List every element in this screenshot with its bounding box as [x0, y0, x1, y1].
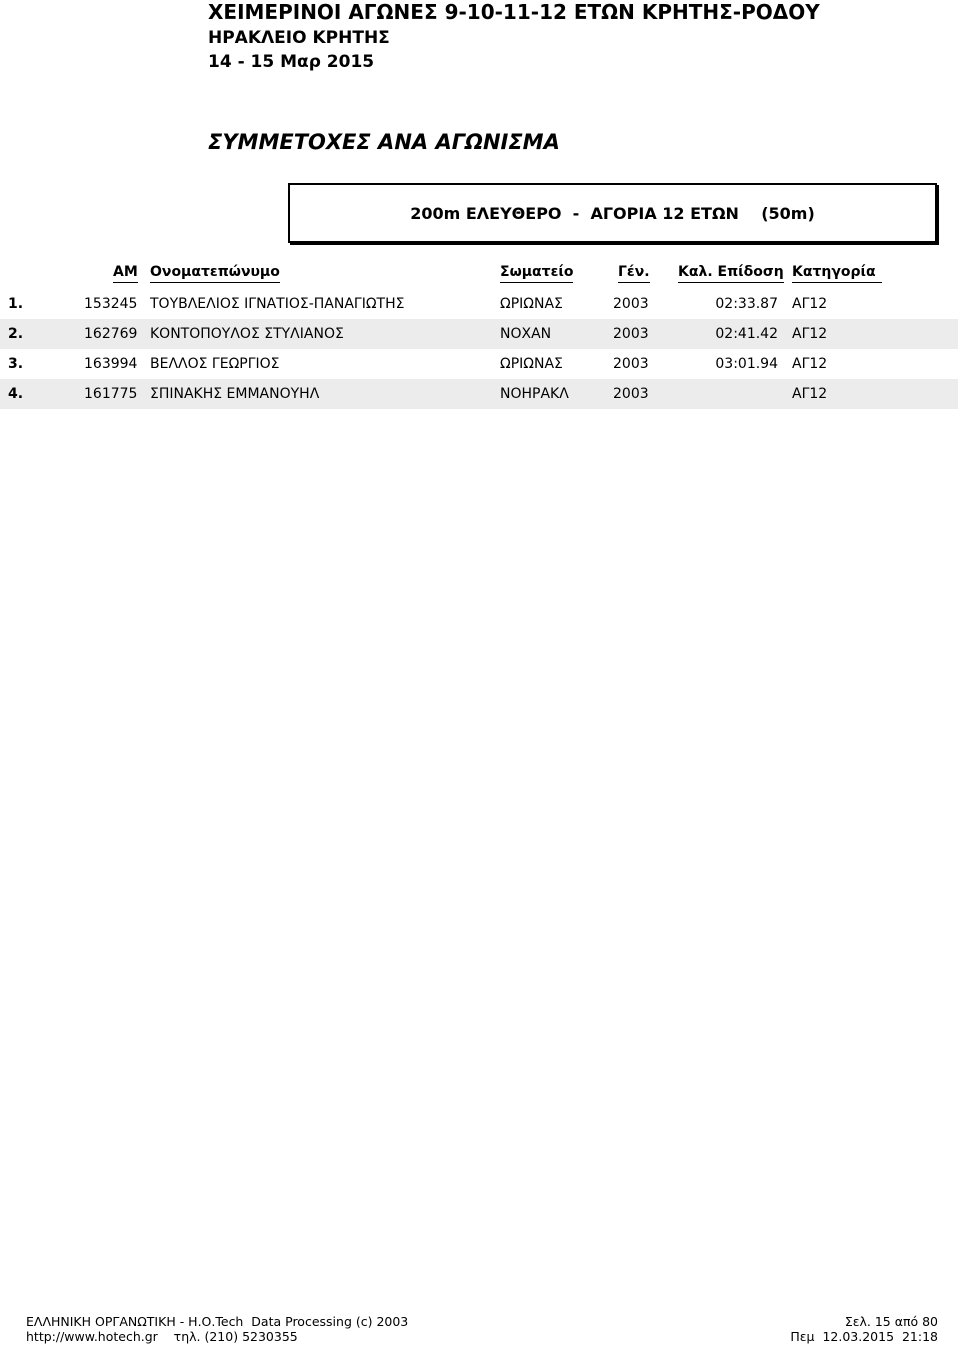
column-header-name: Ονοματεπώνυμο [150, 264, 280, 283]
section-title: ΣΥΜΜΕΤΟΧΕΣ ΑΝΑ ΑΓΩΝΙΣΜΑ [208, 130, 560, 154]
best-time: 03:01.94 [715, 356, 778, 372]
category: ΑΓ12 [792, 326, 828, 342]
footer-contact: http://www.hotech.gr τηλ. (210) 5230355 [26, 1329, 298, 1344]
athlete-id: 161775 [84, 386, 138, 402]
birth-year: 2003 [613, 326, 649, 342]
table-row [0, 289, 958, 319]
rank: 2. [8, 326, 24, 342]
athlete-name: ΒΕΛΛΟΣ ΓΕΩΡΓΙΟΣ [150, 356, 280, 372]
club: ΩΡΙΩΝΑΣ [500, 296, 563, 312]
best-time: 02:41.42 [715, 326, 778, 342]
rank: 1. [8, 296, 24, 312]
rank: 4. [8, 386, 24, 402]
category: ΑΓ12 [792, 356, 828, 372]
column-header-club: Σωματείο [500, 264, 573, 283]
footer-page-number: Σελ. 15 από 80 [844, 1314, 938, 1329]
athlete-name: ΚΟΝΤΟΠΟΥΛΟΣ ΣΤΥΛΙΑΝΟΣ [150, 326, 344, 342]
footer-organizer: ΕΛΛΗΝΙΚΗ ΟΡΓΑΝΩΤΙΚΗ - Η.Ο.Tech Data Processing (c) 2003 [26, 1314, 409, 1329]
club: ΝΟΗΡΑΚΛ [500, 386, 569, 402]
birth-year: 2003 [613, 386, 649, 402]
meet-dates: 14 - 15 Μαρ 2015 [208, 52, 375, 72]
table-row [0, 379, 958, 409]
category: ΑΓ12 [792, 296, 828, 312]
rank: 3. [8, 356, 24, 372]
club: ΝΟΧΑΝ [500, 326, 552, 342]
birth-year: 2003 [613, 356, 649, 372]
table-row [0, 349, 958, 379]
column-header-year: Γέν. [618, 264, 650, 283]
birth-year: 2003 [613, 296, 649, 312]
category: ΑΓ12 [792, 386, 828, 402]
athlete-id: 163994 [84, 356, 138, 372]
athlete-name: ΣΠΙΝΑΚΗΣ ΕΜΜΑΝΟΥΗΛ [150, 386, 320, 402]
best-time: 02:33.87 [715, 296, 778, 312]
club: ΩΡΙΩΝΑΣ [500, 356, 563, 372]
column-header-time: Καλ. Επίδοση [678, 264, 784, 283]
column-header-am: ΑΜ [113, 264, 138, 283]
athlete-name: ΤΟΥΒΛΕΛΙΟΣ ΙΓΝΑΤΙΟΣ-ΠΑΝΑΓΙΩΤΗΣ [150, 296, 405, 312]
table-row [0, 319, 958, 349]
footer-timestamp: Πεμ 12.03.2015 21:18 [790, 1329, 938, 1344]
athlete-id: 162769 [84, 326, 138, 342]
meet-title: ΧΕΙΜΕΡΙΝΟΙ ΑΓΩΝΕΣ 9-10-11-12 ΕΤΩΝ ΚΡΗΤΗΣ-ΡΟΔΟΥ [208, 0, 820, 24]
athlete-id: 153245 [84, 296, 138, 312]
meet-location: ΗΡΑΚΛΕΙΟ ΚΡΗΤΗΣ [208, 28, 390, 48]
event-title-box: 200m ΕΛΕΥΘΕΡΟ - ΑΓΟΡΙΑ 12 ΕΤΩΝ (50m) [288, 183, 937, 243]
column-header-category: Κατηγορία [792, 264, 882, 283]
